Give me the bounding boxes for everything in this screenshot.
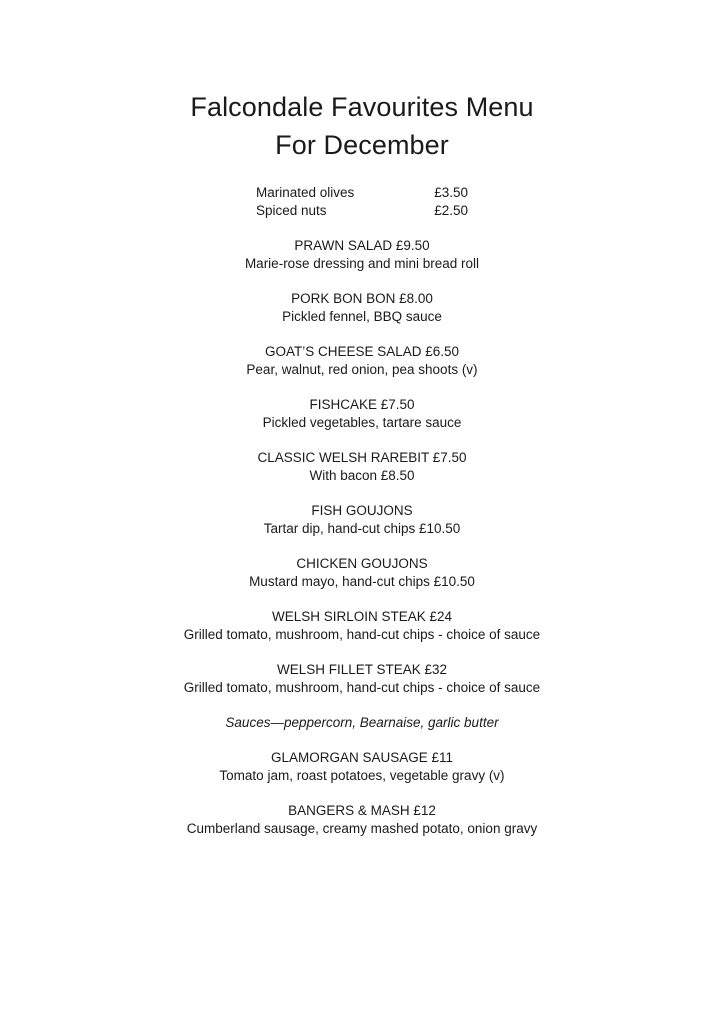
snack-name: Spiced nuts [256, 203, 327, 218]
menu-item-name: CLASSIC WELSH RAREBIT £7.50 [257, 450, 467, 465]
menu-items [0, 237, 724, 838]
sauces-note: Sauces—peppercorn, Bearnaise, garlic butter [225, 715, 499, 730]
menu-item-description: Pickled fennel, BBQ sauce [282, 309, 442, 324]
menu-item-name: PRAWN SALAD £9.50 [294, 238, 430, 253]
menu-item-description: Marie-rose dressing and mini bread roll [244, 256, 480, 271]
menu-item-name: PORK BON BON £8.00 [291, 291, 433, 306]
menu-item [0, 749, 724, 785]
menu-item [0, 608, 724, 644]
menu-item-description: With bacon £8.50 [309, 468, 415, 483]
menu-item-name: WELSH SIRLOIN STEAK £24 [271, 609, 453, 624]
menu-item-name: WELSH FILLET STEAK £32 [276, 662, 448, 677]
menu-item [0, 802, 724, 838]
menu-item-name: CHICKEN GOUJONS [296, 556, 428, 571]
menu-title-line-2: For December [275, 130, 449, 160]
snack-row [256, 202, 468, 220]
menu-title-line-1: Falcondale Favourites Menu [190, 92, 534, 122]
menu-item-description: Tomato jam, roast potatoes, vegetable gravy (v) [219, 768, 505, 783]
menu-item [0, 396, 724, 432]
snack-row [256, 184, 468, 202]
menu-item-name: GLAMORGAN SAUSAGE £11 [270, 750, 454, 765]
menu-item-description: Grilled tomato, mushroom, hand-cut chips - choice of sauce [183, 627, 541, 642]
menu-item [0, 343, 724, 379]
menu-item [0, 449, 724, 485]
menu-item-name: BANGERS & MASH £12 [288, 803, 436, 818]
menu-item-description: Mustard mayo, hand-cut chips £10.50 [249, 574, 475, 589]
menu-item-name: GOAT’S CHEESE SALAD £6.50 [264, 344, 460, 359]
menu-item-description: Tartar dip, hand-cut chips £10.50 [263, 521, 461, 536]
menu-item [0, 502, 724, 538]
menu-item-description: Pear, walnut, red onion, pea shoots (v) [246, 362, 478, 377]
menu-item-description: Pickled vegetables, tartare sauce [262, 415, 462, 430]
menu-item-name: FISH GOUJONS [311, 503, 413, 518]
menu-item-name: FISHCAKE £7.50 [309, 397, 415, 412]
snack-price: £3.50 [434, 185, 468, 200]
menu-item [0, 555, 724, 591]
snack-price: £2.50 [434, 203, 468, 218]
menu-item-description: Cumberland sausage, creamy mashed potato, onion gravy [186, 821, 538, 836]
snacks-list [256, 184, 468, 220]
menu-item [0, 237, 724, 273]
menu-title [0, 88, 724, 164]
menu-item [0, 661, 724, 697]
menu-item [0, 290, 724, 326]
snack-name: Marinated olives [256, 185, 355, 200]
menu-item-description: Grilled tomato, mushroom, hand-cut chips - choice of sauce [183, 680, 541, 695]
